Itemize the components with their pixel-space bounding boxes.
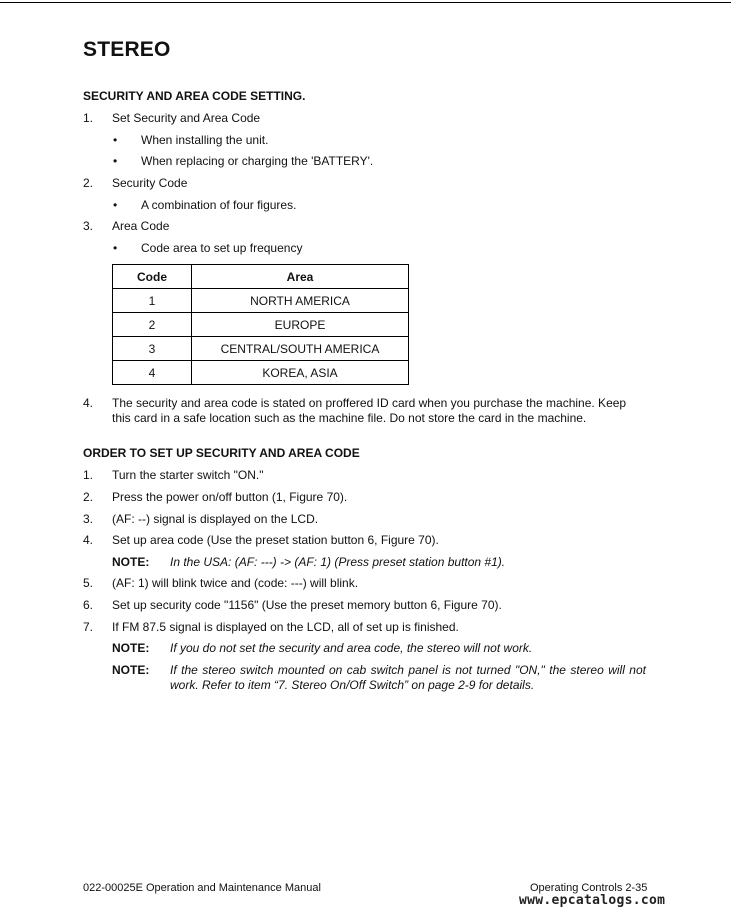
bullet: • bbox=[113, 154, 118, 168]
item-text: Set Security and Area Code bbox=[112, 111, 261, 125]
step-text: (AF: --) signal is displayed on the LCD. bbox=[112, 512, 319, 526]
item-text: The security and area code is stated on proffered ID card when you purchase the machine. Keep this card in a safe location such as the machine file. Do not store the card in the machine. bbox=[112, 396, 627, 425]
item-number: 4. bbox=[83, 396, 94, 410]
area-code-table bbox=[112, 264, 409, 385]
step-text: Press the power on/off button (1, Figure 70). bbox=[112, 490, 348, 504]
note-label: NOTE: bbox=[112, 641, 150, 655]
table-cell: 2 bbox=[113, 313, 192, 337]
step-text: Set up security code "1156" (Use the preset memory button 6, Figure 70). bbox=[112, 598, 502, 612]
bullet: • bbox=[113, 198, 118, 212]
table-cell: CENTRAL/SOUTH AMERICA bbox=[192, 337, 409, 361]
note-text: If you do not set the security and area code, the stereo will not work. bbox=[170, 641, 533, 655]
step-number: 2. bbox=[83, 490, 94, 504]
step-text: Set up area code (Use the preset station button 6, Figure 70). bbox=[112, 533, 439, 547]
step-number: 7. bbox=[83, 620, 94, 634]
table-row bbox=[113, 289, 409, 313]
section-heading-security: SECURITY AND AREA CODE SETTING. bbox=[83, 89, 306, 103]
item-number: 3. bbox=[83, 219, 94, 233]
table-row bbox=[113, 361, 409, 385]
step-number: 5. bbox=[83, 576, 94, 590]
table-row bbox=[113, 313, 409, 337]
note-text: If the stereo switch mounted on cab switch panel is not turned "ON," the stereo will not work. Refer to item “7. Stereo On/Off Switch” on page 2-9 for details. bbox=[170, 663, 646, 692]
step-text: Turn the starter switch "ON." bbox=[112, 468, 264, 482]
step-number: 3. bbox=[83, 512, 94, 526]
table-cell: 3 bbox=[113, 337, 192, 361]
item-number: 2. bbox=[83, 176, 94, 190]
item-number: 1. bbox=[83, 111, 94, 125]
item-text: Security Code bbox=[112, 176, 188, 190]
table-cell: EUROPE bbox=[192, 313, 409, 337]
step-number: 6. bbox=[83, 598, 94, 612]
table-cell: 1 bbox=[113, 289, 192, 313]
note-text: In the USA: (AF: ---) -> (AF: 1) (Press preset station button #1). bbox=[170, 555, 506, 569]
table-cell: KOREA, ASIA bbox=[192, 361, 409, 385]
note-label: NOTE: bbox=[112, 555, 150, 569]
step-text: If FM 87.5 signal is displayed on the LCD, all of set up is finished. bbox=[112, 620, 459, 634]
section-heading-order: ORDER TO SET UP SECURITY AND AREA CODE bbox=[83, 446, 360, 460]
table-cell: 4 bbox=[113, 361, 192, 385]
step-text: (AF: 1) will blink twice and (code: ---) will blink. bbox=[112, 576, 359, 590]
step-number: 1. bbox=[83, 468, 94, 482]
watermark: www.epcatalogs.com bbox=[519, 893, 666, 908]
bullet-text: Code area to set up frequency bbox=[141, 241, 303, 255]
top-rule bbox=[0, 2, 731, 3]
item-text: Area Code bbox=[112, 219, 170, 233]
footer-page-number: Operating Controls 2-35 bbox=[530, 882, 648, 894]
table-row bbox=[113, 337, 409, 361]
table-header-row bbox=[113, 265, 409, 289]
bullet-text: When installing the unit. bbox=[141, 133, 269, 147]
step-number: 4. bbox=[83, 533, 94, 547]
table-header-cell: Code bbox=[113, 265, 192, 289]
table-cell: NORTH AMERICA bbox=[192, 289, 409, 313]
page-title: STEREO bbox=[83, 38, 171, 61]
bullet: • bbox=[113, 133, 118, 147]
table-header-cell: Area bbox=[192, 265, 409, 289]
footer-manual-title: 022-00025E Operation and Maintenance Manual bbox=[83, 882, 321, 894]
bullet-text: A combination of four figures. bbox=[141, 198, 297, 212]
bullet: • bbox=[113, 241, 118, 255]
bullet-text: When replacing or charging the 'BATTERY'. bbox=[141, 154, 374, 168]
note-label: NOTE: bbox=[112, 663, 150, 677]
